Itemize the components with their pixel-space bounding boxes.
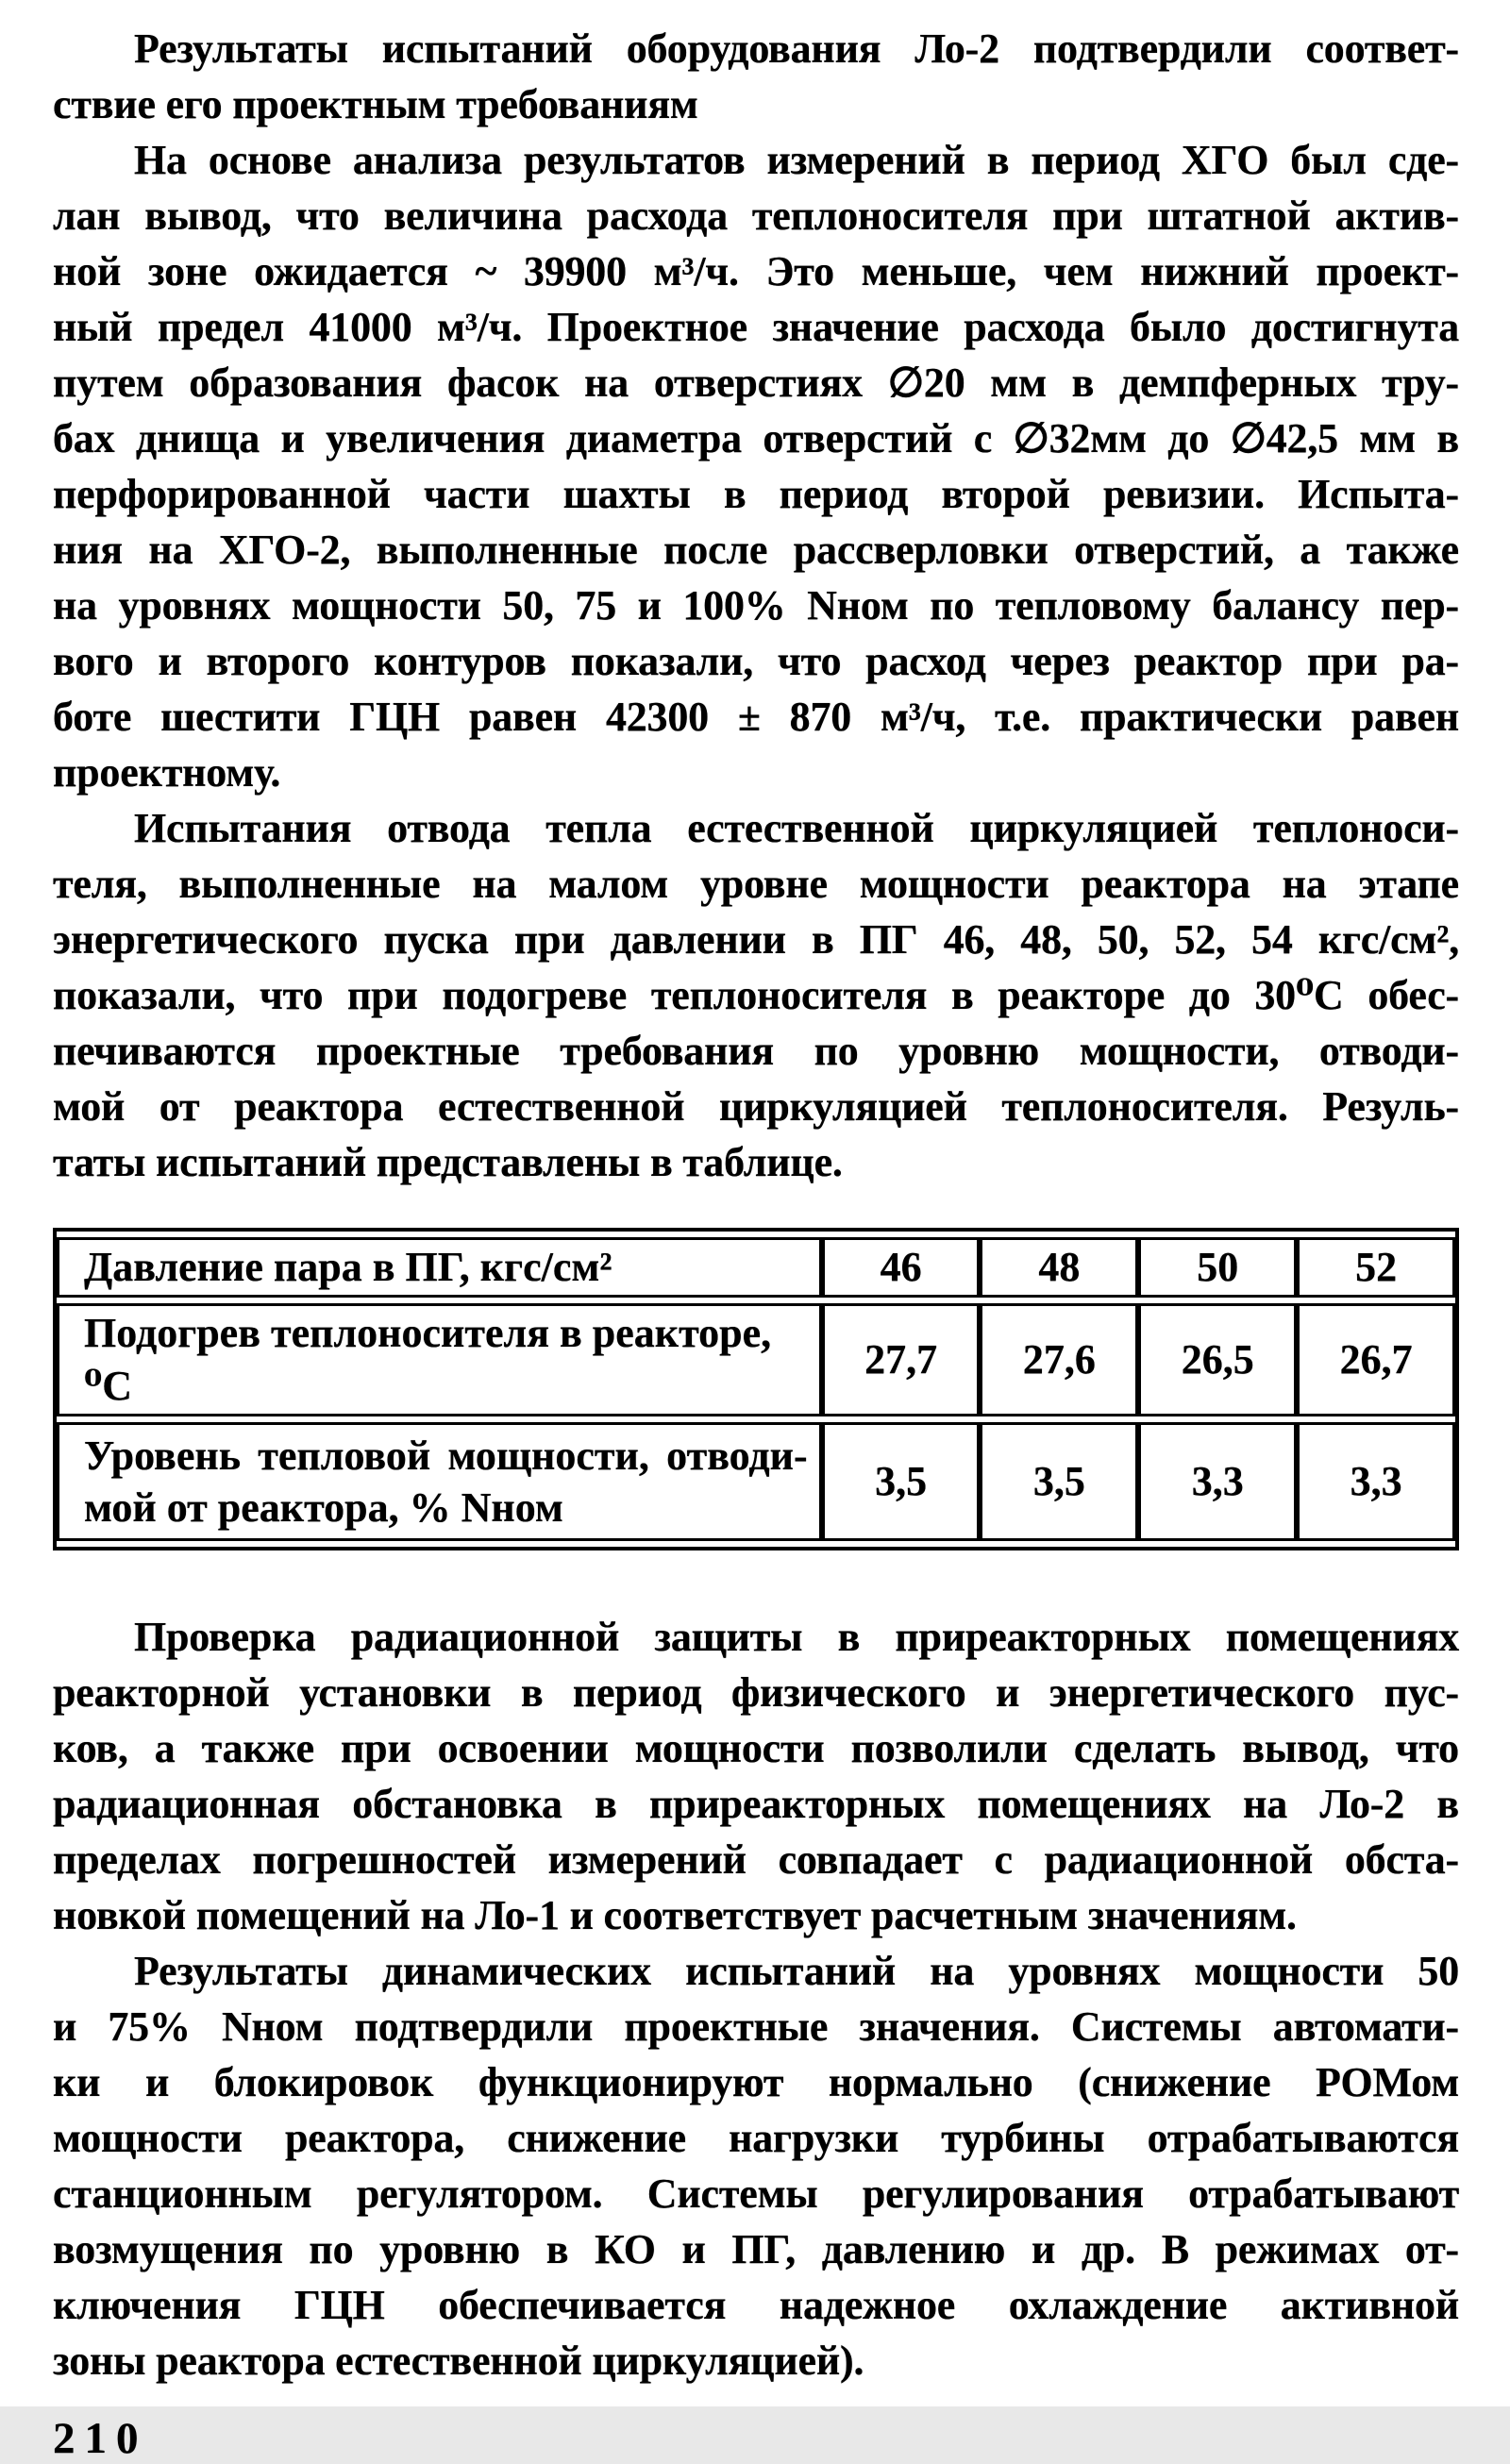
table-cell: 46: [822, 1237, 981, 1298]
page-number: 210: [53, 2414, 148, 2463]
paragraph: [53, 132, 1459, 800]
text-line: На основе анализа результатов измерений в период ХГО был сде-: [134, 137, 1459, 183]
table-cell: 26,5: [1138, 1303, 1297, 1416]
text-line: боте шестити ГЦН равен 42300 ± 870 м³/ч, т.е. практически равен: [53, 694, 1459, 740]
text-line: мощности реактора, снижение нагрузки турбины отрабатываются: [53, 2115, 1459, 2161]
paragraph: [53, 1943, 1459, 2389]
text-line: таты испытаний представлены в таблице.: [53, 1139, 843, 1185]
table-row: [57, 1303, 1455, 1416]
text-line: проектному.: [53, 749, 281, 796]
text-line: путем образования фасок на отверстиях ∅20 мм в демпферных тру-: [53, 360, 1459, 406]
table-cell: 3,5: [822, 1422, 981, 1541]
table-cell: 27,7: [822, 1303, 981, 1416]
table-cell: 3,5: [980, 1422, 1138, 1541]
text-line: станционным регулятором. Системы регулирования отрабатывают: [53, 2171, 1459, 2217]
text-line: реакторной установки в период физического и энергетического пус-: [53, 1669, 1459, 1716]
text-line: ключения ГЦН обеспечивается надежное охлаждение активной: [53, 2282, 1459, 2328]
table-cell: 52: [1297, 1237, 1455, 1298]
text-line: радиационная обстановка в приреакторных помещениях на Ло-2 в: [53, 1781, 1459, 1827]
paragraph: [53, 800, 1459, 1190]
text-column: [53, 21, 1459, 2464]
row-label: Подогрев теплоносителя в реакторе, ⁰С: [57, 1303, 822, 1416]
text-line: на уровнях мощности 50, 75 и 100% Nном по тепловому балансу пер-: [53, 582, 1459, 629]
text-line: ной зоне ожидается ~ 39900 м³/ч. Это меньше, чем нижний проект-: [53, 248, 1459, 294]
text-line: ния на ХГО-2, выполненные после рассверловки отверстий, а также: [53, 527, 1459, 573]
text-line: показали, что при подогреве теплоносителя в реакторе до 30⁰С обес-: [53, 972, 1459, 1018]
table-cell: 48: [980, 1237, 1138, 1298]
text-line: мой от реактора естественной циркуляцией теплоносителя. Резуль-: [53, 1083, 1459, 1130]
text-line: лан вывод, что величина расхода теплоносителя при штатной актив-: [53, 193, 1459, 239]
text-line: зоны реактора естественной циркуляцией).: [53, 2338, 864, 2384]
row-label: Давление пара в ПГ, кгс/см²: [57, 1237, 822, 1298]
table-cell: 50: [1138, 1237, 1297, 1298]
text-line: Результаты динамических испытаний на уровнях мощности 50: [134, 1948, 1459, 1994]
table-cell: 26,7: [1297, 1303, 1455, 1416]
text-line: теля, выполненные на малом уровне мощности реактора на этапе: [53, 861, 1459, 907]
text-line: пределах погрешностей измерений совпадает с радиационной обста-: [53, 1836, 1459, 1883]
row-label: [57, 1422, 822, 1541]
text-line: бах днища и увеличения диаметра отверстий с ∅32мм до ∅42,5 мм в: [53, 415, 1459, 461]
text-line: ствие его проектным требованиям: [53, 81, 698, 127]
text-line: ков, а также при освоении мощности позволили сделать вывод, что: [53, 1725, 1459, 1771]
text-line: Результаты испытаний оборудования Ло-2 подтвердили соответ-: [134, 25, 1459, 72]
text-line: вого и второго контуров показали, что расход через реактор при ра-: [53, 638, 1459, 684]
paragraph: [53, 21, 1459, 132]
results-table: [53, 1228, 1459, 1550]
text-line: возмущения по уровню в КО и ПГ, давлению и др. В режимах от-: [53, 2226, 1459, 2272]
text-line: Проверка радиационной защиты в приреакторных помещениях: [134, 1614, 1459, 1660]
text-line: Испытания отвода тепла естественной циркуляцией теплоноси-: [134, 805, 1459, 851]
text-line: ки и блокировок функционируют нормально (снижение РОМом: [53, 2059, 1459, 2105]
table-row: [57, 1237, 1455, 1298]
text-line: перфорированной части шахты в период второй ревизии. Испыта-: [53, 471, 1459, 517]
table-cell: 3,3: [1138, 1422, 1297, 1541]
text-line: энергетического пуска при давлении в ПГ 46, 48, 50, 52, 54 кгс/см²,: [53, 916, 1459, 963]
text-line: и 75% Nном подтвердили проектные значения. Системы автомати-: [53, 2003, 1459, 2050]
row-label-line: мой от реактора, % Nном: [84, 1484, 563, 1531]
text-line: печиваются проектные требования по уровню мощности, отводи-: [53, 1028, 1459, 1074]
row-label-line: Уровень тепловой мощности, отводи-: [84, 1433, 808, 1479]
table-row: [57, 1422, 1455, 1541]
paragraph: [53, 1609, 1459, 1943]
text-line: новкой помещений на Ло-1 и соответствует расчетным значениям.: [53, 1892, 1297, 1938]
text-line: ный предел 41000 м³/ч. Проектное значение расхода было достигнута: [53, 304, 1459, 350]
table-cell: 3,3: [1297, 1422, 1455, 1541]
table-cell: 27,6: [980, 1303, 1138, 1416]
